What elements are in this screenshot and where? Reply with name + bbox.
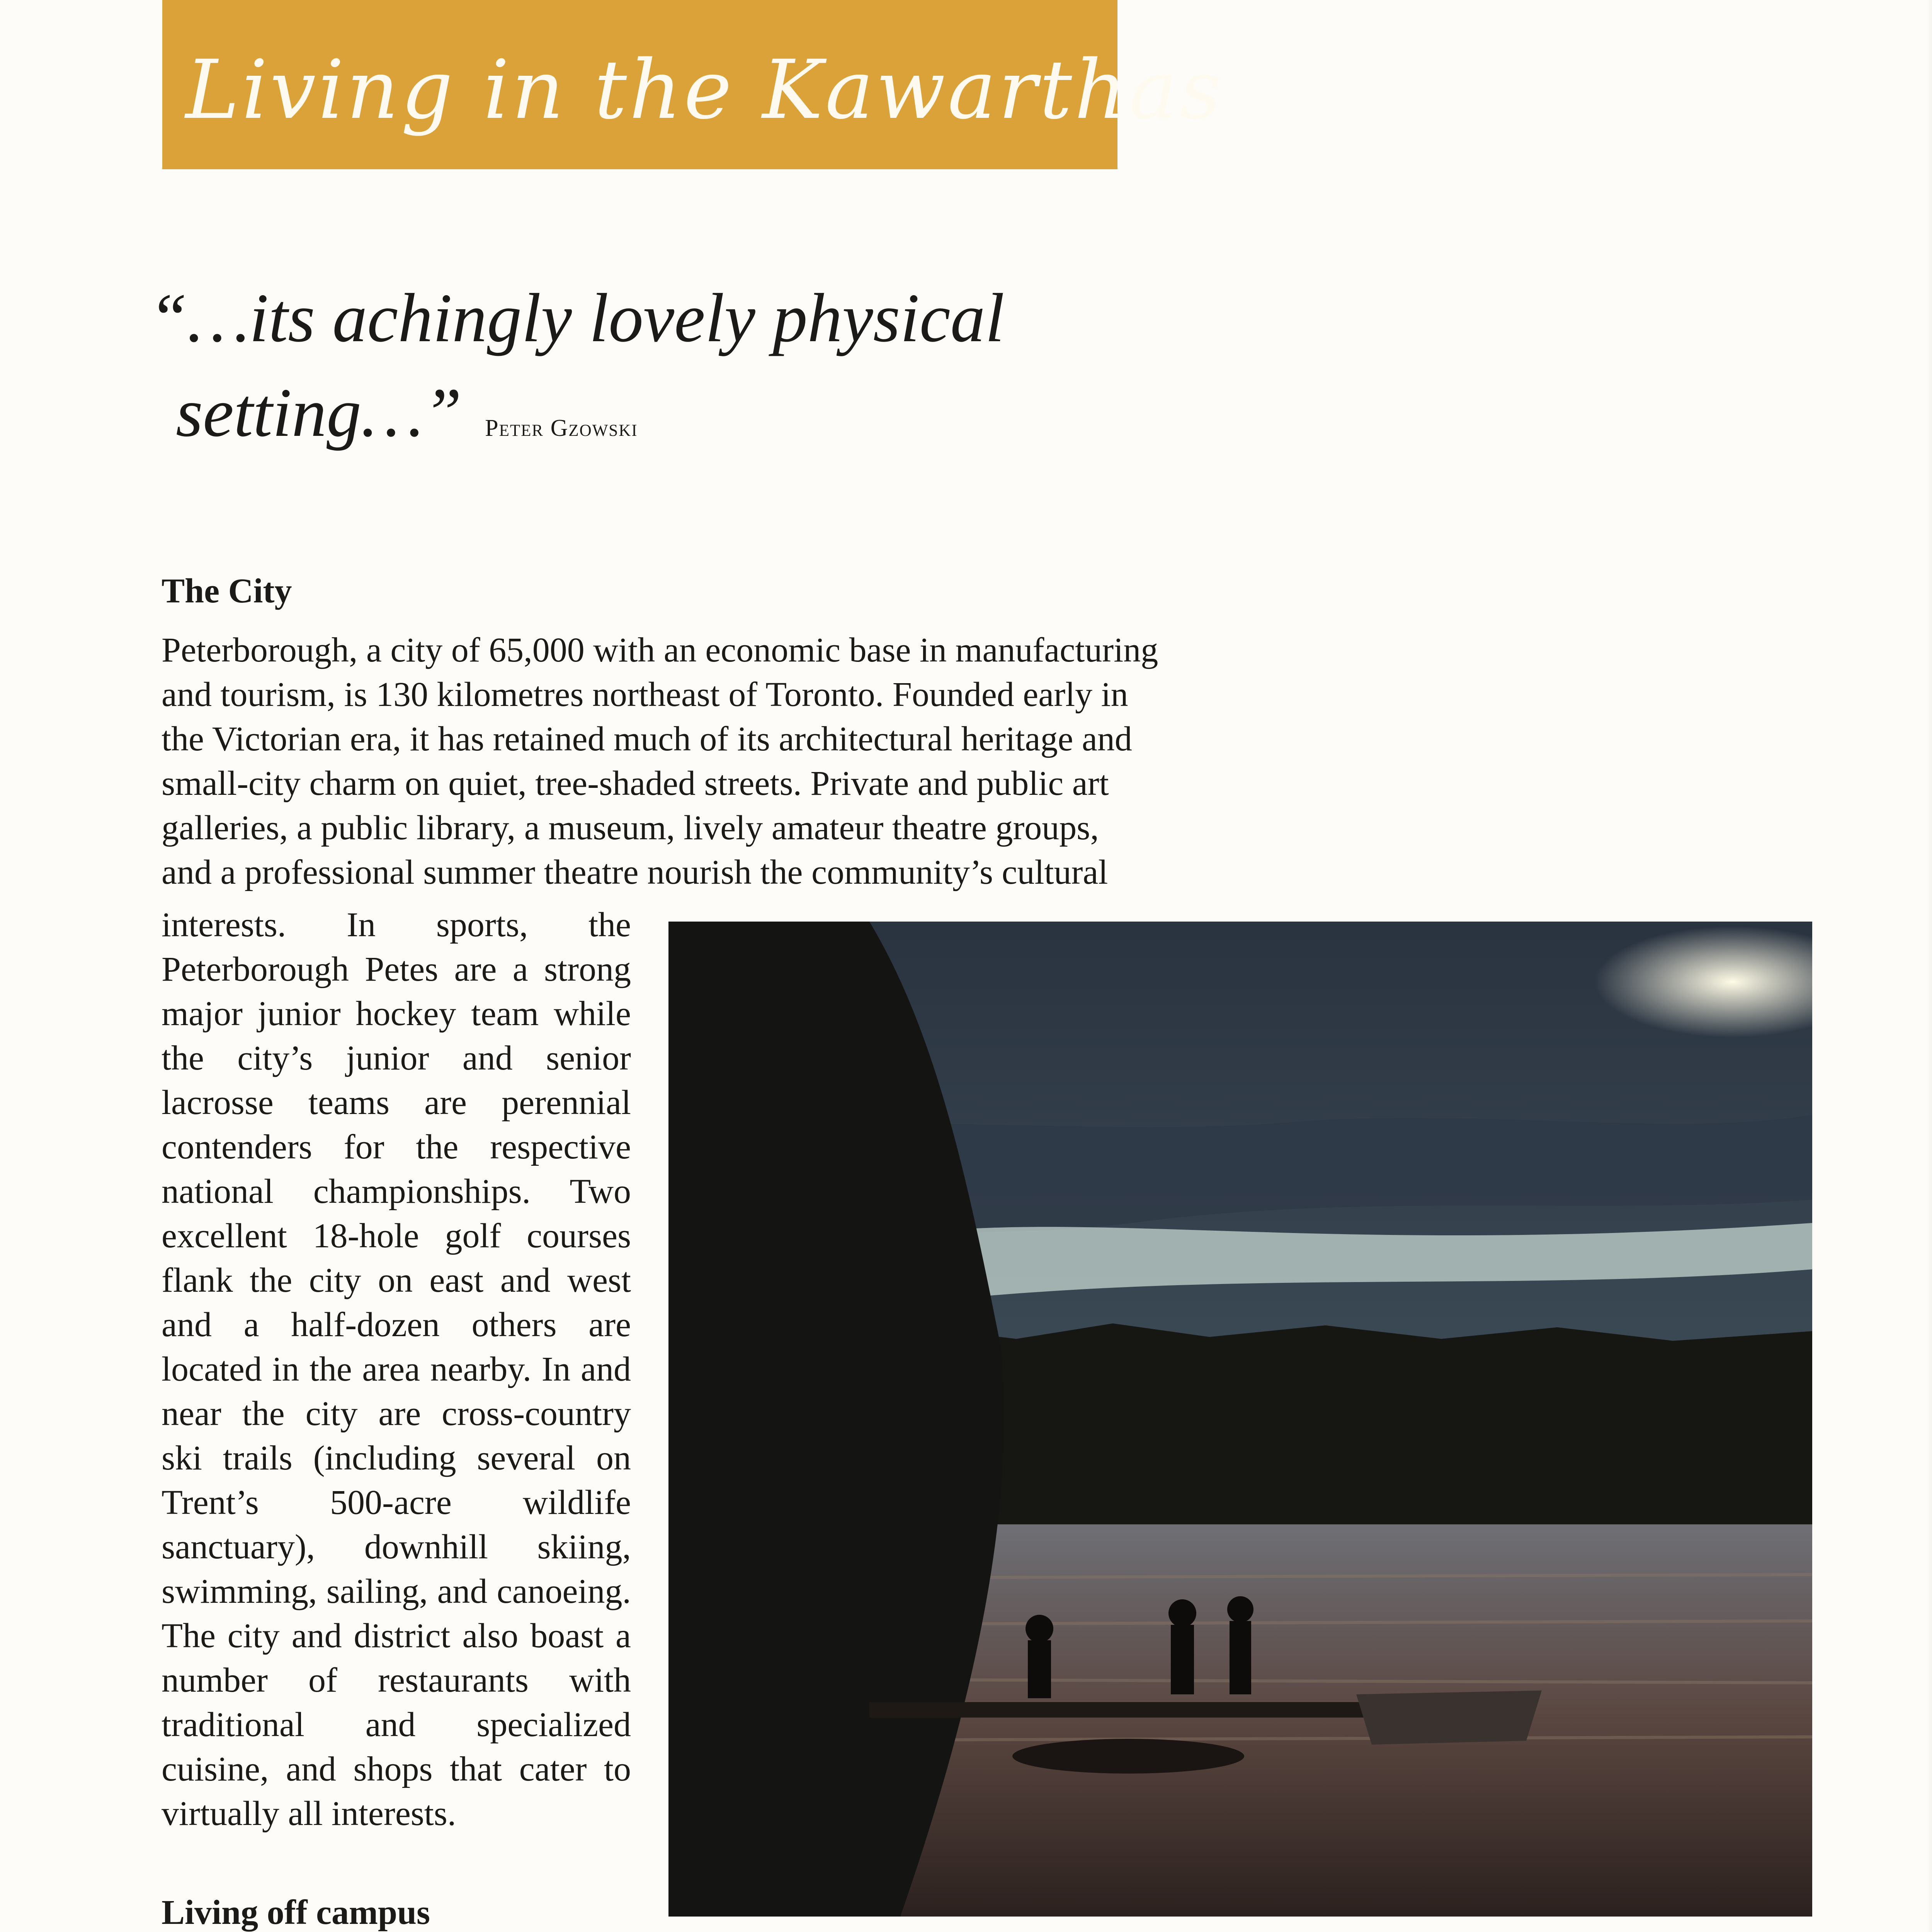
title-banner: [162, 0, 1224, 169]
river-sunset-illustration: [668, 922, 1812, 1917]
otonabee-river-photo: [668, 922, 1812, 1917]
city-intro-line: Peterborough, a city of 65,000 with an economic base in manufacturing: [162, 631, 1158, 669]
section-heading-campus: Living off campus: [162, 1893, 430, 1932]
city-intro-line: and tourism, is 130 kilometres northeast of Toronto. Founded early in: [162, 675, 1128, 714]
city-intro-line: and a professional summer theatre nourish the community’s cultural: [162, 853, 1108, 891]
section-heading-city: The City: [162, 572, 292, 610]
pull-quote: [149, 270, 1192, 476]
city-intro-line: small-city charm on quiet, tree-shaded streets. Private and public art: [162, 764, 1109, 803]
city-body-narrow-column: interests. In sports, the Peterborough Petes are a strong major junior hockey team while the city’s junior and senior lacrosse teams are perennial contenders for the respective national championships. Two excellent 18-hole golf courses flank the city on east and west and a half-dozen others are located in the area nearby. In and near the city are cross-country ski trails (including several on Trent’s 500-acre wildlife sanctuary), downhill skiing, swimming, sailing, and canoeing. The city and district also boast a number of restaurants with traditional and specialized cuisine, and shops that cater to virtually all interests.: [162, 906, 631, 1833]
city-intro: [162, 628, 1321, 895]
quote-line-2: setting…”: [176, 374, 462, 451]
city-intro-line: galleries, a public library, a museum, lively amateur theatre groups,: [162, 809, 1099, 847]
quote-line-2-wrap: [149, 365, 1192, 476]
quote-line-1: “…its achingly lovely physical: [149, 279, 1005, 356]
quote-author: Peter Gzowski: [485, 415, 638, 441]
page-title: Living in the Kawarthas: [185, 43, 1224, 137]
page-edge: [1926, 0, 1932, 1932]
city-intro-line: the Victorian era, it has retained much of its architectural heritage and: [162, 720, 1132, 758]
